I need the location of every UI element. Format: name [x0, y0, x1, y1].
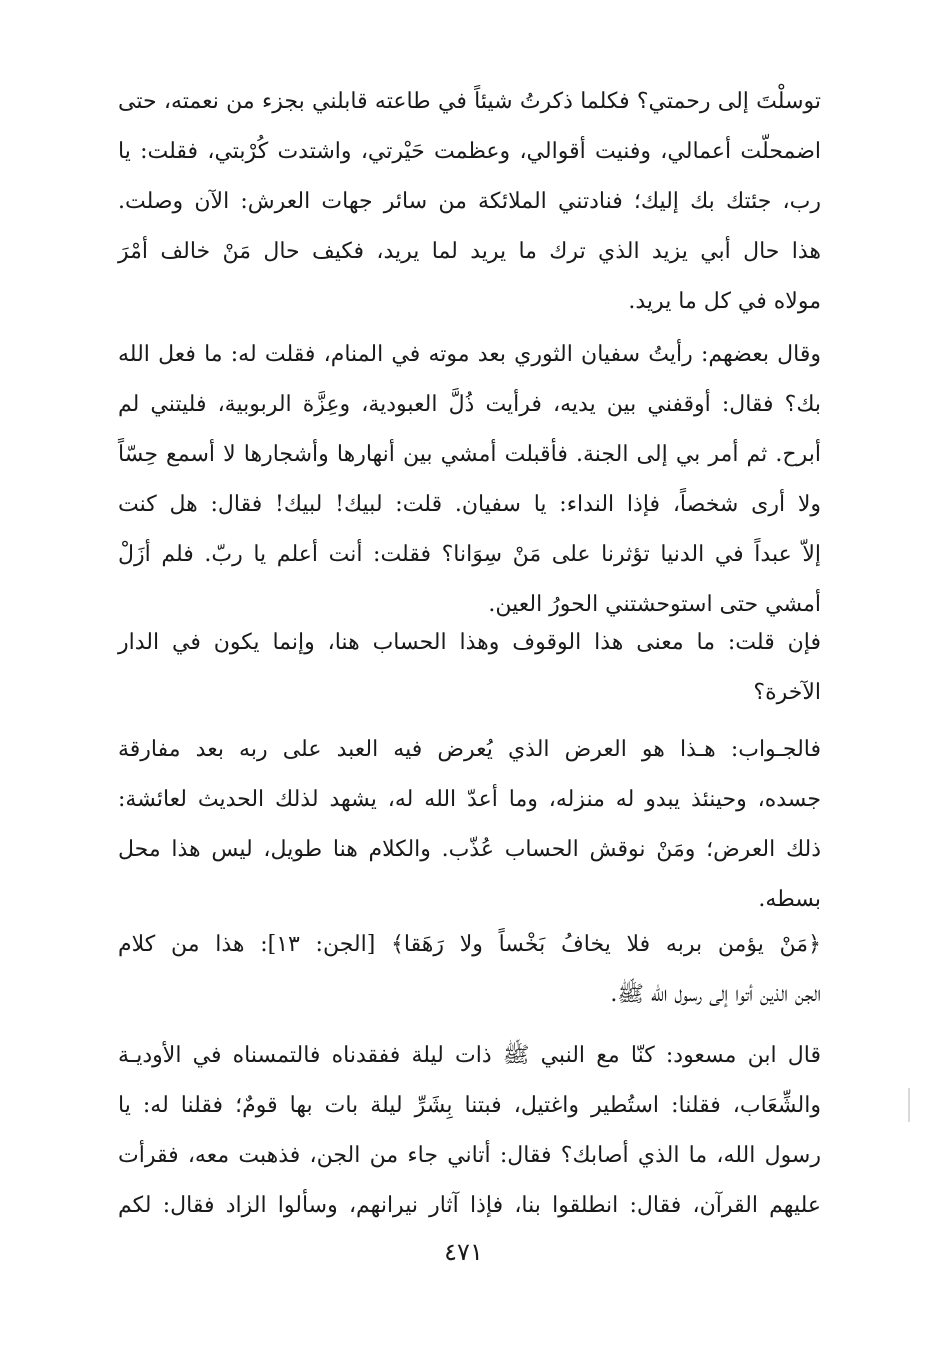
text-line: بسطه. — [758, 887, 821, 912]
paragraph-2 — [118, 330, 821, 630]
paragraph-4 — [118, 725, 821, 925]
paragraph-3 — [118, 618, 821, 718]
paragraph-5 — [118, 920, 821, 1020]
text-line: والشِّعَاب، فقلنا: استُطير واغتيل، فبتنا بِشَرِّ ليلة بات بها قومٌ؛ فقلنا له: يا — [118, 1093, 821, 1118]
text-line: اضمحلّت أعمالي، وفنيت أقوالي، وعظمت حَيْرتي، واشتدت كُرْبتي، فقلت: يا — [118, 139, 821, 164]
text-line: ذلك العرض؛ ومَنْ نوقش الحساب عُذّب. والكلام هنا طويل، ليس هذا محل — [118, 837, 821, 862]
paragraph-1 — [118, 77, 821, 327]
text-line: عليهم القرآن، فقال: انطلقوا بنا، فإذا آثار نيرانهم، وسألوا الزاد فقال: لكم — [118, 1193, 821, 1218]
page-number: ٤٧١ — [444, 1238, 483, 1266]
text-line: مولاه في كل ما يريد. — [628, 289, 821, 314]
text-line: أبرح. ثم أمر بي إلى الجنة. فأقبلت أمشي بين أنهارها وأشجارها لا أسمع حِسّاً — [118, 442, 821, 467]
text-line: جسده، وحينئذ يبدو له منزله، وما أعدّ الله له، يشهد لذلك الحديث لعائشة: — [118, 787, 821, 812]
text-line: الجن الذين أتوا إلى رسول الله ﷺ. — [610, 982, 821, 1007]
text-line: وقال بعضهم: رأيتُ سفيان الثوري بعد موته في المنام، فقلت له: ما فعل الله — [118, 342, 821, 367]
text-line: بك؟ فقال: أوقفني بين يديه، فرأيت ذُلَّ العبودية، وعِزَّة الربوبية، فليتني لم — [118, 392, 821, 417]
text-line: هذا حال أبي يزيد الذي ترك ما يريد لما يريد، فكيف حال مَنْ خالف أمْرَ — [118, 239, 821, 264]
text-line: أمشي حتى استوحشتني الحورُ العين. — [488, 592, 821, 617]
text-line: فالجـواب: هـذا هو العرض الذي يُعرض فيه العبد على ربه بعد مفارقة — [118, 737, 821, 762]
text-line: الآخرة؟ — [753, 680, 821, 705]
text-line: توسلْتَ إلى رحمتي؟ فكلما ذكرتُ شيئاً في طاعته قابلني بجزء من نعمته، حتى — [118, 89, 821, 114]
text-line: ولا أرى شخصاً، فإذا النداء: يا سفيان. قلت: لبيك! لبيك! فقال: هل كنت — [118, 492, 821, 517]
text-line: إلاّ عبداً في الدنيا تؤثرنا على مَنْ سِوَانا؟ فقلت: أنت أعلم يا ربّ. فلم أزَلْ — [118, 542, 821, 567]
text-line: فإن قلت: ما معنى هذا الوقوف وهذا الحساب هنا، وإنما يكون في الدار — [118, 630, 821, 655]
paragraph-6 — [118, 1031, 821, 1231]
text-line: رب، جئتك بك إليك؛ فنادتني الملائكة من سائر جهات العرش: الآن وصلت. — [118, 189, 821, 214]
text-line: رسول الله، ما الذي أصابك؟ فقال: أتاني جاء من الجن، فذهبت معه، فقرأت — [118, 1143, 821, 1168]
scan-edge-mark — [908, 1088, 910, 1122]
text-line: ﴿مَنْ يؤمن بربه فلا يخافُ بَخْساً ولا رَهَقا﴾ [الجن: ١٣]: هذا من كلام — [118, 932, 821, 957]
text-line: قال ابن مسعود: كنّا مع النبي ﷺ ذات ليلة ففقدناه فالتمسناه في الأوديـة — [118, 1043, 821, 1068]
